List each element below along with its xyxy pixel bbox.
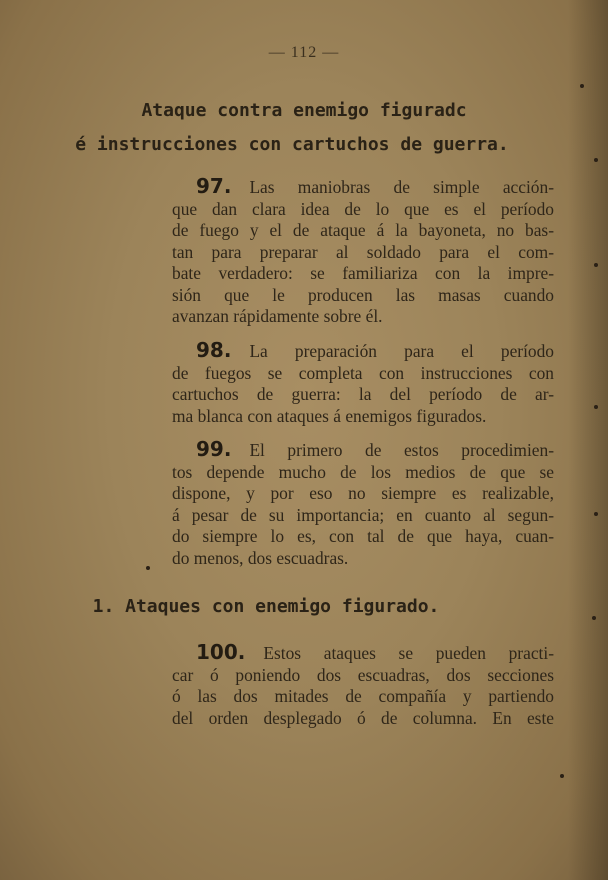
paper-speck — [146, 566, 150, 570]
paragraph-line: sión que le producen las masas cuando — [172, 284, 554, 305]
paragraph-line: que dan clara idea de lo que es el período — [172, 198, 554, 219]
paper-speck — [594, 263, 598, 267]
paragraph-line: de fuegos se completa con instrucciones con — [172, 362, 554, 383]
paper-speck — [594, 405, 598, 409]
paper-speck — [560, 774, 564, 778]
paper-speck — [594, 158, 598, 162]
subheading: 1. Ataques con enemigo figurado. — [92, 596, 440, 617]
paragraph-line: La preparación para el período — [249, 341, 554, 361]
paper-speck — [594, 512, 598, 516]
page-number: — 112 — — [268, 44, 340, 61]
paragraph-97 — [172, 176, 554, 328]
paragraph-line: do menos, dos escuadras. — [172, 547, 349, 568]
paragraph-line: ma blanca con ataques á enemigos figurados. — [172, 405, 487, 426]
section-heading-line-1: Ataque contra enemigo figuradc — [141, 100, 467, 121]
paragraph-98 — [172, 340, 554, 427]
paragraph-number: 99. — [196, 437, 232, 461]
paragraph-line: Las maniobras de simple acción- — [249, 177, 554, 197]
paragraph-line: ó las dos mitades de compañía y partiendo — [172, 686, 554, 706]
paragraph-line: tos depende mucho de los medios de que se — [172, 461, 554, 482]
paragraph-line: á pesar de su importancia; en cuanto al segun- — [172, 504, 554, 525]
paragraph-99 — [172, 439, 554, 569]
paragraph-line: avanzan rápidamente sobre él. — [172, 306, 383, 326]
paragraph-line: dispone, y por eso no siempre es realizable, — [172, 483, 554, 503]
paragraph-line: car ó poniendo dos escuadras, dos secciones — [172, 664, 554, 685]
paragraph-number: 100. — [196, 640, 246, 664]
paragraph-line: de fuego y el de ataque á la bayoneta, no bas- — [172, 220, 554, 240]
paragraph-number: 97. — [196, 174, 232, 198]
section-heading-line-2: é instrucciones con cartuchos de guerra. — [75, 134, 509, 155]
paragraph-line: Estos ataques se pueden practi- — [263, 643, 554, 663]
paragraph-number: 98. — [196, 338, 232, 362]
paper-speck — [592, 616, 596, 620]
paper-speck — [580, 84, 584, 88]
paragraph-100 — [172, 642, 554, 729]
paragraph-line: tan para preparar al soldado para el com- — [172, 241, 554, 262]
paragraph-line: del orden desplegado ó de columna. En este — [172, 707, 554, 728]
page-edge-shadow — [568, 0, 608, 880]
paragraph-line: bate verdadero: se familiariza con la impre- — [172, 263, 554, 283]
paragraph-line: do siempre lo es, con tal de que haya, cuan- — [172, 526, 554, 546]
paragraph-line: cartuchos de guerra: la del período de ar- — [172, 384, 554, 404]
paragraph-line: El primero de estos procedimien- — [249, 440, 554, 460]
